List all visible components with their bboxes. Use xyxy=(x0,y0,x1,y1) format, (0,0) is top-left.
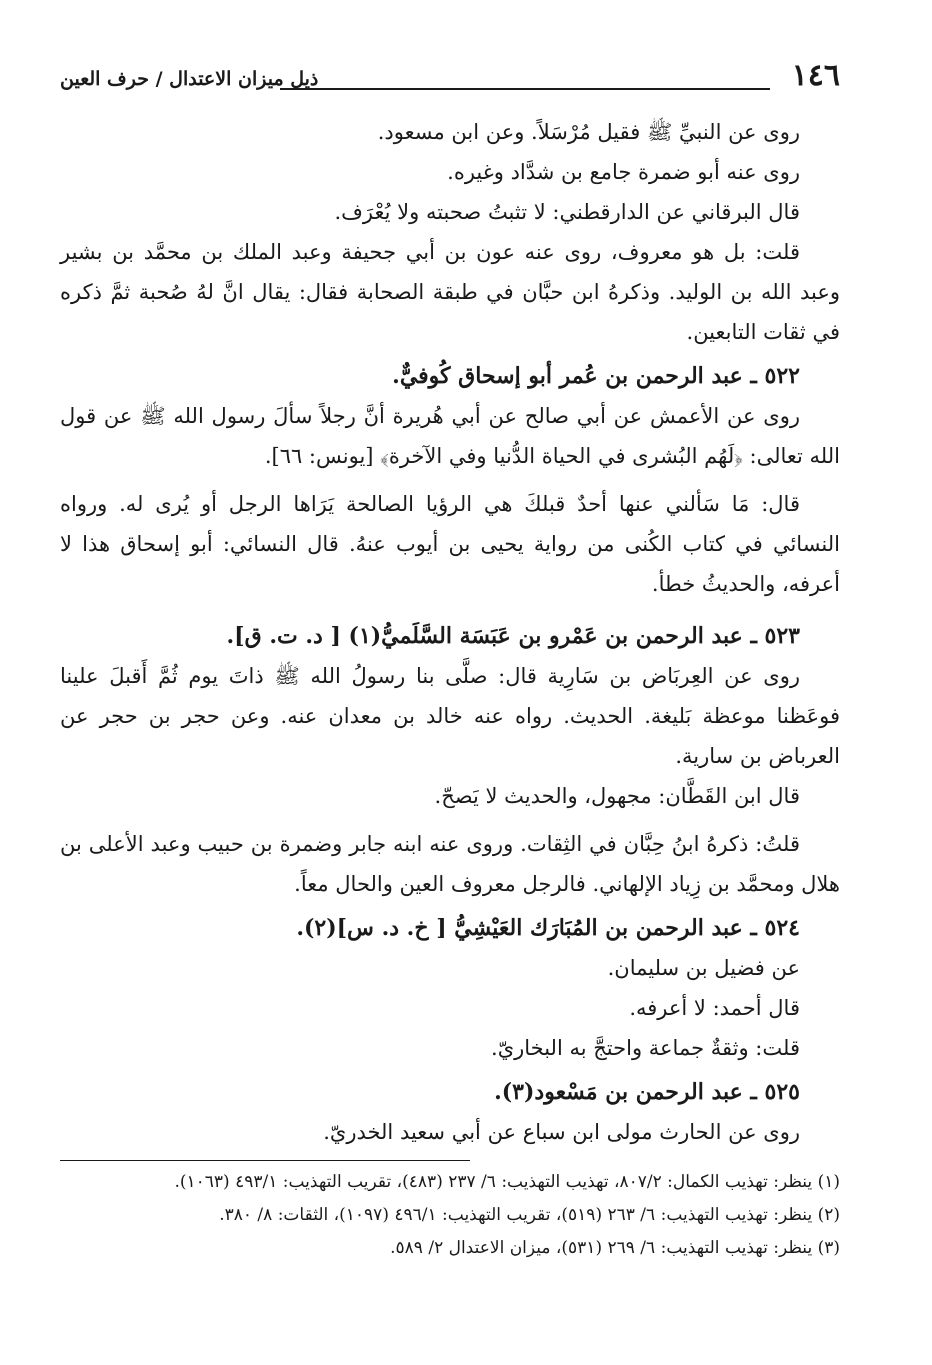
entry-heading-524: ٥٢٤ ـ عبد الرحمن بن المُبَارَك العَيْشِيُّ [ خ. د. س](٢). xyxy=(296,915,800,941)
footnote-separator xyxy=(60,1160,470,1161)
spacer xyxy=(60,604,840,612)
paragraph: روى عن النبيِّ ﷺ فقيل مُرْسَلاً. وعن ابن مسعود. xyxy=(377,120,800,144)
paragraph: قلت: بل هو معروف، روى عنه عون بن أبي جحيفة وعبد الملك بن محمَّد بن بشير وعبد الله بن الوليد. وذكرهُ ابن حبَّان في طبقة الصحابة فقال: يقال انَّ لهُ صُحبة ثمَّ ذكره في ثقات التابعين. xyxy=(60,240,840,344)
main-text xyxy=(60,112,840,1152)
entry-heading-525: ٥٢٥ ـ عبد الرحمن بن مَسْعود(٣). xyxy=(494,1079,800,1105)
paragraph: قال أحمد: لا أعرفه. xyxy=(629,996,800,1020)
paragraph: قلتُ: ذكرهُ ابنُ حِبَّان في الثِقات. وروى عنه ابنه جابر وضمرة بن حبيب وعبد الأعلى بن هلال ومحمَّد بن زِياد الإلهاني. فالرجل معروف العين والحال معاً. xyxy=(60,832,840,896)
paragraph: قال: مَا سَألني عنها أحدٌ قبلكَ هي الرؤيا الصالحة يَرَاها الرجل أو يُرى له. ورواه النسائي في كتاب الكُنى من رواية يحيى بن أيوب عنهُ. قال النسائي: أبو إسحاق هذا لا أعرفه، والحديثُ خطأ. xyxy=(60,492,840,596)
footnote-2: (٢) ينظر: تهذيب التهذيب: ٦/ ٢٦٣ (٥١٩)، تقريب التهذيب: ٤٩٦/١ (١٠٩٧)، الثقات: ٨/ ٣٨٠. xyxy=(219,1205,840,1225)
page-header xyxy=(60,58,840,98)
spacer xyxy=(60,816,840,824)
entry-heading-522: ٥٢٢ ـ عبد الرحمن بن عُمر أبو إسحاق كُوفيٌّ. xyxy=(392,363,800,389)
spacer xyxy=(60,476,840,484)
paragraph: عن فضيل بن سليمان. xyxy=(607,956,800,980)
paragraph: روى عنه أبو ضمرة جامع بن شدَّاد وغيره. xyxy=(447,160,800,184)
paragraph: قال ابن القَطَّان: مجهول، والحديث لا يَصحّ. xyxy=(434,784,800,808)
footnote-3: (٣) ينظر: تهذيب التهذيب: ٦/ ٢٦٩ (٥٣١)، ميزان الاعتدال ٢/ ٥٨٩. xyxy=(390,1238,840,1258)
paragraph: قلت: وثقةٌ جماعة واحتجَّ به البخاريّ. xyxy=(491,1036,800,1060)
footnote-1: (١) ينظر: تهذيب الكمال: ٨٠٧/٢، تهذيب التهذيب: ٦/ ٢٣٧ (٤٨٣)، تقريب التهذيب: ٤٩٣/١ (١٠٦٣). xyxy=(174,1172,840,1192)
paragraph: قال البرقاني عن الدارقطني: لا تثبتُ صحبته ولا يُعْرَف. xyxy=(334,200,800,224)
entry-heading-523: ٥٢٣ ـ عبد الرحمن بن عَمْرو بن عَبَسَة السَّلَميُّ(١) [ د. ت. ق]. xyxy=(226,623,800,649)
paragraph: روى عن الحارث مولى ابن سباع عن أبي سعيد الخدريّ. xyxy=(323,1120,800,1144)
running-title: ذيل ميزان الاعتدال / حرف العين xyxy=(60,68,319,90)
paragraph: روى عن الأعمش عن أبي صالح عن أبي هُريرة أنَّ رجلاً سألَ رسول الله ﷺ عن قول الله تعالى: ﴿لَهُم البُشرى في الحياة الدُّنيا وفي الآخرة﴾ [يونس: ٦٦]. xyxy=(60,404,840,468)
paragraph: روى عن العِربَاض بن سَارِية قال: صلَّى بنا رسولُ الله ﷺ ذاتَ يوم ثُمَّ أَقبلَ علينا فوعَظنا موعظة بَليغة. الحديث. رواه عنه خالد بن معدان عنه. وعن حجر بن حجر عن العرباض بن سارية. xyxy=(60,664,840,768)
page-number: ١٤٦ xyxy=(791,58,840,93)
header-rule xyxy=(280,88,770,90)
footnotes xyxy=(60,1168,840,1267)
